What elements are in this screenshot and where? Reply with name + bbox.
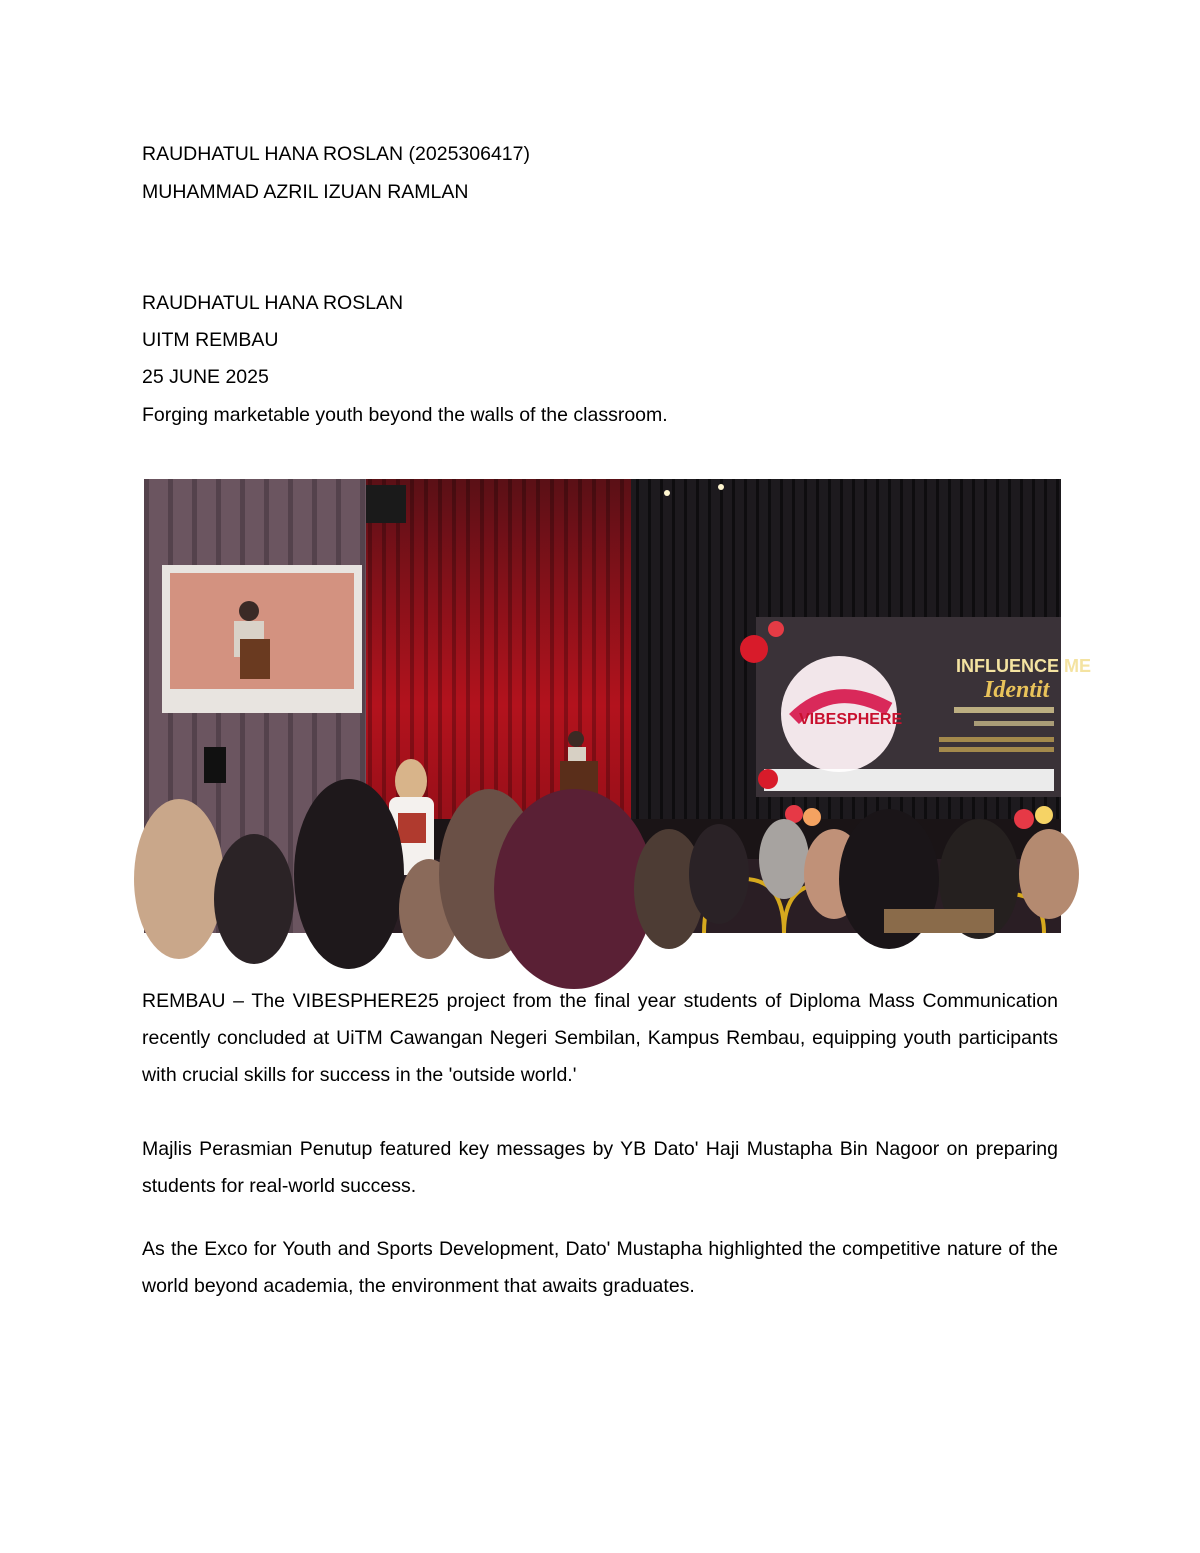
author-line-2: MUHAMMAD AZRIL IZUAN RAMLAN <box>142 181 469 203</box>
event-photo <box>144 479 1091 933</box>
article-headline: Forging marketable youth beyond the walls of the classroom. <box>142 404 668 426</box>
author-line-1: RAUDHATUL HANA ROSLAN (2025306417) <box>142 143 530 165</box>
article-paragraph-3: As the Exco for Youth and Sports Development, Dato' Mustapha highlighted the competitive nature of the world beyond academia, the environment that awaits graduates. <box>142 1238 1058 1297</box>
banner-logo-text: VIBESPHERE <box>799 711 903 728</box>
banner-title-2: Identit <box>984 677 1050 703</box>
banner-title-1: INFLUENCE ME <box>956 656 1091 676</box>
article-paragraph-1: REMBAU – The VIBESPHERE25 project from the final year students of Diploma Mass Communication recently concluded at UiTM Cawangan Negeri Sembilan, Kampus Rembau, equipping youth participants with crucial skills for success in the 'outside world.' <box>142 990 1058 1086</box>
stage-banner <box>740 617 1091 797</box>
byline-institution: UITM REMBAU <box>142 329 279 351</box>
byline-name: RAUDHATUL HANA ROSLAN <box>142 292 404 314</box>
article-paragraph-2: Majlis Perasmian Penutup featured key messages by YB Dato' Haji Mustapha Bin Nagoor on preparing students for real-world success. <box>142 1138 1058 1197</box>
byline-date: 25 JUNE 2025 <box>142 366 269 388</box>
